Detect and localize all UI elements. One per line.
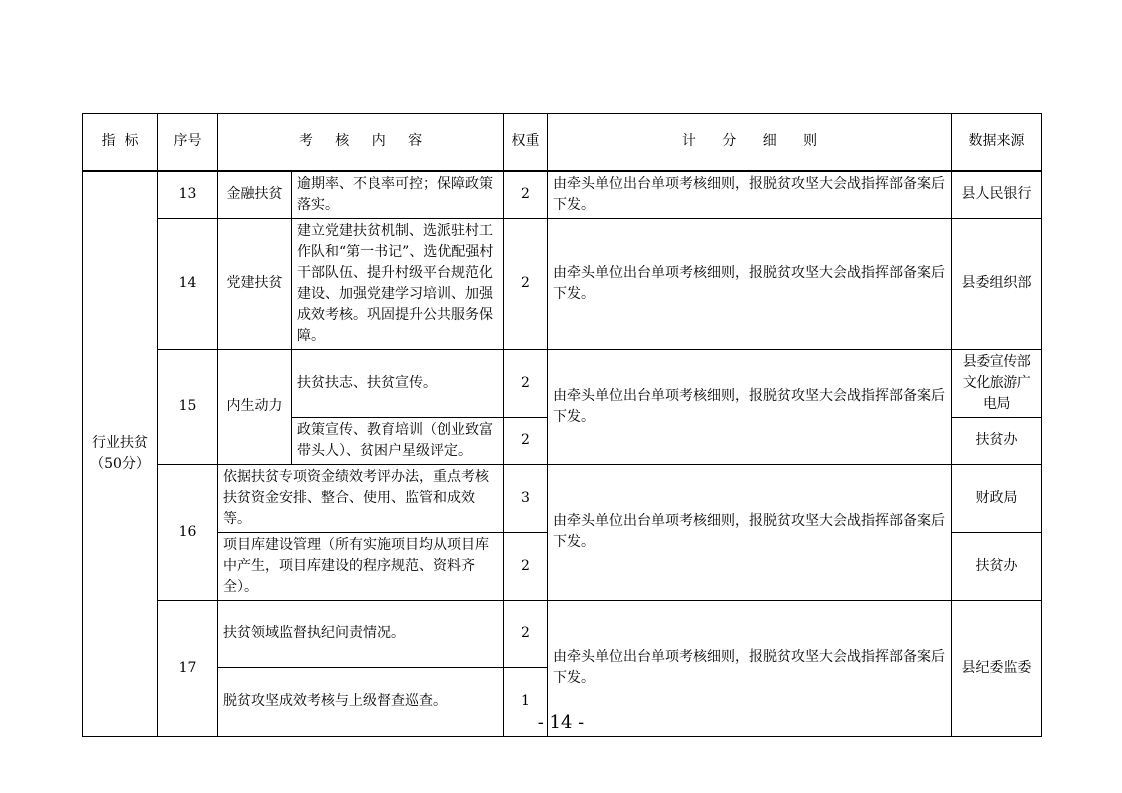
weight-cell: 2	[504, 349, 548, 417]
item-cell: 金融扶贫	[218, 171, 292, 219]
table-row	[83, 218, 1042, 349]
content-cell: 建立党建扶贫机制、选派驻村工作队和“第一书记”、选优配强村干部队伍、提升村级平台规范化建设、加强党建学习培训、加强成效考核。巩固提升公共服务保障。	[292, 218, 504, 349]
table-row	[83, 171, 1042, 219]
category-name: 行业扶贫	[92, 434, 148, 451]
rule-cell: 由牵头单位出台单项考核细则，报脱贫攻坚大会战指挥部备案后下发。	[548, 464, 952, 600]
seq-cell: 17	[158, 600, 218, 736]
header-weight: 权重	[504, 114, 548, 171]
source-cell: 财政局	[952, 464, 1042, 532]
weight-cell: 2	[504, 218, 548, 349]
content-cell: 逾期率、不良率可控；保障政策落实。	[292, 171, 504, 219]
weight-cell: 1	[504, 667, 548, 736]
weight-cell: 2	[504, 171, 548, 219]
header-rules: 计 分 细 则	[548, 114, 952, 171]
header-indicator: 指 标	[83, 114, 158, 171]
rule-cell: 由牵头单位出台单项考核细则，报脱贫攻坚大会战指挥部备案后下发。	[548, 218, 952, 349]
header-row	[83, 114, 1042, 171]
seq-cell: 14	[158, 218, 218, 349]
content-cell: 扶贫领域监督执纪问责情况。	[218, 600, 504, 667]
page-number: - 14 -	[537, 712, 585, 733]
seq-cell: 16	[158, 464, 218, 600]
table-row	[83, 600, 1042, 667]
header-content: 考 核 内 容	[218, 114, 504, 171]
weight-cell: 2	[504, 532, 548, 600]
source-cell: 县委宣传部 文化旅游广电局	[952, 349, 1042, 417]
source-cell: 县人民银行	[952, 171, 1042, 219]
weight-cell: 2	[504, 417, 548, 464]
item-cell: 党建扶贫	[218, 218, 292, 349]
content-cell: 政策宣传、教育培训（创业致富带头人）、贫困户星级评定。	[292, 417, 504, 464]
content-cell: 扶贫扶志、扶贫宣传。	[292, 349, 504, 417]
category-cell	[83, 171, 158, 737]
source-cell: 县委组织部	[952, 218, 1042, 349]
weight-cell: 3	[504, 464, 548, 532]
content-cell: 项目库建设管理（所有实施项目均从项目库中产生，项目库建设的程序规范、资料齐全）。	[218, 532, 504, 600]
rule-cell: 由牵头单位出台单项考核细则，报脱贫攻坚大会战指挥部备案后下发。	[548, 349, 952, 464]
category-score: （50分）	[90, 455, 150, 472]
source-cell: 扶贫办	[952, 417, 1042, 464]
seq-cell: 15	[158, 349, 218, 464]
table-row	[83, 349, 1042, 417]
source-cell: 扶贫办	[952, 532, 1042, 600]
table-row	[83, 464, 1042, 532]
item-cell: 内生动力	[218, 349, 292, 464]
weight-cell: 2	[504, 600, 548, 667]
rule-cell: 由牵头单位出台单项考核细则，报脱贫攻坚大会战指挥部备案后下发。	[548, 600, 952, 736]
source-cell: 县纪委监委	[952, 600, 1042, 736]
seq-cell: 13	[158, 171, 218, 219]
header-seq: 序号	[158, 114, 218, 171]
rule-cell: 由牵头单位出台单项考核细则，报脱贫攻坚大会战指挥部备案后下发。	[548, 171, 952, 219]
content-cell: 脱贫攻坚成效考核与上级督查巡查。	[218, 667, 504, 736]
assessment-table	[82, 113, 1042, 737]
header-source: 数据来源	[952, 114, 1042, 171]
content-cell: 依据扶贫专项资金绩效考评办法，重点考核扶贫资金安排、整合、使用、监管和成效等。	[218, 464, 504, 532]
